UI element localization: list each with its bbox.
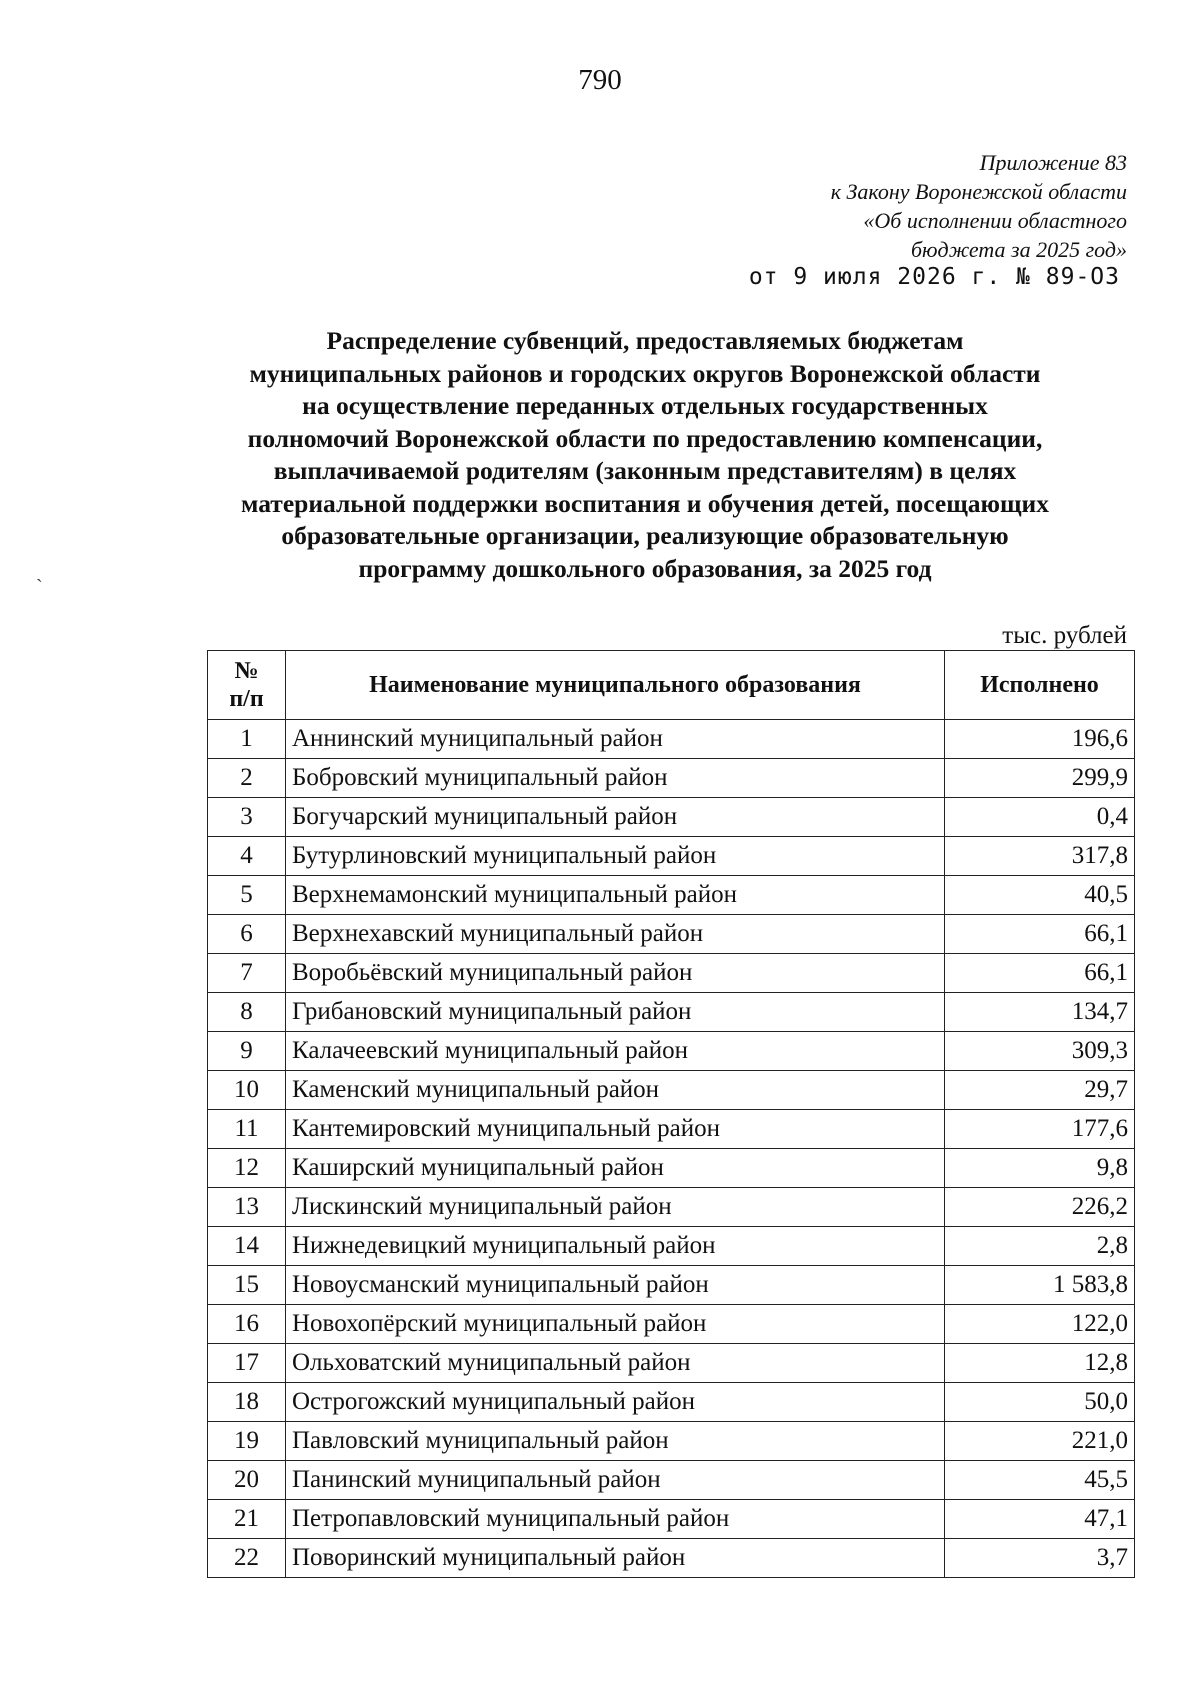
table-row — [208, 915, 1135, 954]
table-row — [208, 1344, 1135, 1383]
municipality-name-cell: Нижнедевицкий муниципальный район — [286, 1227, 945, 1266]
row-number-cell: 16 — [208, 1305, 286, 1344]
executed-amount-cell: 9,8 — [945, 1149, 1135, 1188]
header-value: Исполнено — [945, 651, 1135, 720]
executed-amount-cell: 226,2 — [945, 1188, 1135, 1227]
executed-amount-cell: 29,7 — [945, 1071, 1135, 1110]
table-row — [208, 1227, 1135, 1266]
table-row — [208, 1110, 1135, 1149]
row-number-cell: 20 — [208, 1461, 286, 1500]
title-line: материальной поддержки воспитания и обучения детей, посещающих — [241, 488, 1049, 518]
table-row — [208, 1500, 1135, 1539]
municipality-name-cell: Панинский муниципальный район — [286, 1461, 945, 1500]
table-row — [208, 1149, 1135, 1188]
title-line: Распределение субвенций, предоставляемых бюджетам — [326, 326, 964, 355]
row-number-cell: 21 — [208, 1500, 286, 1539]
executed-amount-cell: 134,7 — [945, 993, 1135, 1032]
municipality-name-cell: Верхнехавский муниципальный район — [286, 915, 945, 954]
executed-amount-cell: 45,5 — [945, 1461, 1135, 1500]
executed-amount-cell: 122,0 — [945, 1305, 1135, 1344]
row-number-cell: 10 — [208, 1071, 286, 1110]
row-number-cell: 18 — [208, 1383, 286, 1422]
stray-mark: ` — [36, 576, 43, 598]
appendix-note — [831, 148, 1127, 264]
executed-amount-cell: 66,1 — [945, 954, 1135, 993]
municipality-name-cell: Павловский муниципальный район — [286, 1422, 945, 1461]
table-row — [208, 954, 1135, 993]
municipality-name-cell: Лискинский муниципальный район — [286, 1188, 945, 1227]
municipality-name-cell: Воробьёвский муниципальный район — [286, 954, 945, 993]
municipality-name-cell: Кантемировский муниципальный район — [286, 1110, 945, 1149]
header-number — [208, 651, 286, 720]
table-row — [208, 1422, 1135, 1461]
municipality-name-cell: Поворинский муниципальный район — [286, 1539, 945, 1578]
executed-amount-cell: 50,0 — [945, 1383, 1135, 1422]
title-line: выплачиваемой родителям (законным представителям) в целях — [273, 456, 1017, 485]
appendix-line: Приложение 83 — [979, 150, 1127, 175]
row-number-cell: 19 — [208, 1422, 286, 1461]
header-name: Наименование муниципального образования — [286, 651, 945, 720]
executed-amount-cell: 3,7 — [945, 1539, 1135, 1578]
table-row — [208, 720, 1135, 759]
row-number-cell: 8 — [208, 993, 286, 1032]
municipality-name-cell: Острогожский муниципальный район — [286, 1383, 945, 1422]
table-row — [208, 1266, 1135, 1305]
executed-amount-cell: 221,0 — [945, 1422, 1135, 1461]
title-line: образовательные организации, реализующие образовательную — [281, 521, 1009, 550]
appendix-line: бюджета за 2025 год» — [910, 237, 1127, 262]
row-number-cell: 4 — [208, 837, 286, 876]
executed-amount-cell: 1 583,8 — [945, 1266, 1135, 1305]
executed-amount-cell: 0,4 — [945, 798, 1135, 837]
table-row — [208, 759, 1135, 798]
table-row — [208, 1305, 1135, 1344]
municipality-name-cell: Петропавловский муниципальный район — [286, 1500, 945, 1539]
row-number-cell: 12 — [208, 1149, 286, 1188]
title-line: полномочий Воронежской области по предоставлению компенсации, — [247, 423, 1043, 453]
municipality-name-cell: Бутурлиновский муниципальный район — [286, 837, 945, 876]
appendix-line: к Закону Воронежской области — [830, 179, 1127, 204]
municipality-name-cell: Аннинский муниципальный район — [286, 720, 945, 759]
header-number-line2: п/п — [229, 686, 264, 712]
table-row — [208, 1461, 1135, 1500]
table-row — [208, 1032, 1135, 1071]
row-number-cell: 15 — [208, 1266, 286, 1305]
row-number-cell: 11 — [208, 1110, 286, 1149]
municipality-name-cell: Новоусманский муниципальный район — [286, 1266, 945, 1305]
table-row — [208, 1188, 1135, 1227]
title-line: на осуществление переданных отдельных государственных — [302, 391, 988, 420]
municipality-name-cell: Богучарский муниципальный район — [286, 798, 945, 837]
municipality-name-cell: Новохопёрский муниципальный район — [286, 1305, 945, 1344]
row-number-cell: 22 — [208, 1539, 286, 1578]
title-line: программу дошкольного образования, за 2025 год — [358, 553, 932, 583]
table-row — [208, 798, 1135, 837]
page-number: 790 — [578, 64, 622, 96]
municipality-name-cell: Бобровский муниципальный район — [286, 759, 945, 798]
executed-amount-cell: 309,3 — [945, 1032, 1135, 1071]
table-row — [208, 1383, 1135, 1422]
title-line: муниципальных районов и городских округов Воронежской области — [249, 358, 1041, 388]
municipality-name-cell: Верхнемамонский муниципальный район — [286, 876, 945, 915]
table-row — [208, 993, 1135, 1032]
table-row — [208, 1539, 1135, 1578]
row-number-cell: 1 — [208, 720, 286, 759]
units-label: тыс. рублей — [1002, 622, 1127, 649]
row-number-cell: 3 — [208, 798, 286, 837]
row-number-cell: 5 — [208, 876, 286, 915]
executed-amount-cell: 66,1 — [945, 915, 1135, 954]
executed-amount-cell: 12,8 — [945, 1344, 1135, 1383]
registration-stamp: от 9 июля 2026 г. № 89-ОЗ — [748, 264, 1120, 290]
table-row — [208, 876, 1135, 915]
table-row — [208, 837, 1135, 876]
municipality-name-cell: Грибановский муниципальный район — [286, 993, 945, 1032]
distribution-table — [207, 650, 1135, 1578]
row-number-cell: 17 — [208, 1344, 286, 1383]
municipality-name-cell: Каширский муниципальный район — [286, 1149, 945, 1188]
row-number-cell: 9 — [208, 1032, 286, 1071]
executed-amount-cell: 196,6 — [945, 720, 1135, 759]
table-body — [208, 720, 1135, 1578]
row-number-cell: 6 — [208, 915, 286, 954]
appendix-line: «Об исполнении областного — [863, 208, 1127, 233]
executed-amount-cell: 177,6 — [945, 1110, 1135, 1149]
executed-amount-cell: 299,9 — [945, 759, 1135, 798]
executed-amount-cell: 2,8 — [945, 1227, 1135, 1266]
municipality-name-cell: Калачеевский муниципальный район — [286, 1032, 945, 1071]
row-number-cell: 7 — [208, 954, 286, 993]
executed-amount-cell: 47,1 — [945, 1500, 1135, 1539]
table-row — [208, 1071, 1135, 1110]
executed-amount-cell: 317,8 — [945, 837, 1135, 876]
municipality-name-cell: Каменский муниципальный район — [286, 1071, 945, 1110]
document-title — [150, 325, 1140, 585]
executed-amount-cell: 40,5 — [945, 876, 1135, 915]
table-header-row — [208, 651, 1135, 720]
row-number-cell: 2 — [208, 759, 286, 798]
header-number-line1: № — [234, 658, 259, 684]
row-number-cell: 13 — [208, 1188, 286, 1227]
row-number-cell: 14 — [208, 1227, 286, 1266]
municipality-name-cell: Ольховатский муниципальный район — [286, 1344, 945, 1383]
